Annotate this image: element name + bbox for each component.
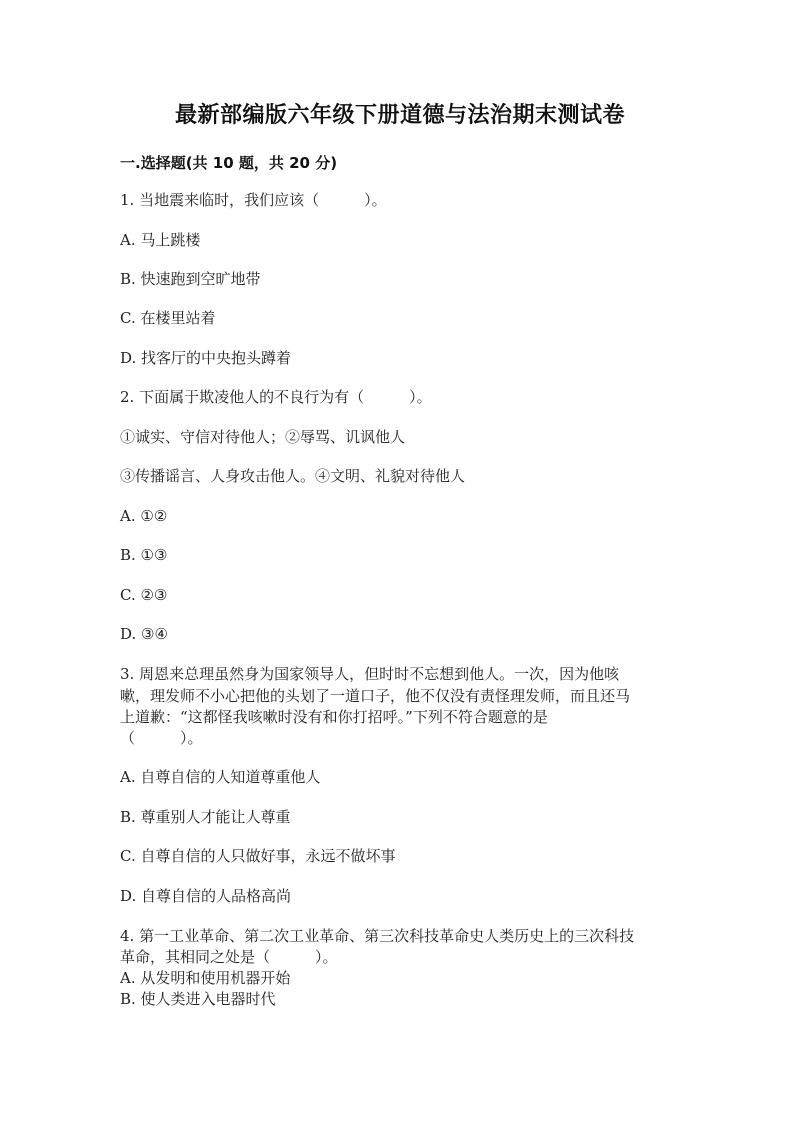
question-3-stem-line-4: （ ）。 — [120, 729, 203, 747]
section-heading: 一.选择题(共 10 题，共 20 分) — [120, 154, 338, 172]
question-4-stem-line-2: 革命，其相同之处是（ ）。 — [120, 948, 338, 966]
question-1-option-a: A. 马上跳楼 — [120, 231, 201, 249]
question-3-option-d: D. 自尊自信的人品格高尚 — [120, 887, 292, 905]
question-3-stem-line-1: 3. 周恩来总理虽然身为国家领导人，但时时不忘想到他人。一次，因为他咳 — [120, 665, 620, 683]
exam-title: 最新部编版六年级下册道德与法治期末测试卷 — [174, 103, 625, 128]
question-1-option-c: C. 在楼里站着 — [120, 309, 216, 327]
question-2-item-2: ③传播谣言、人身攻击他人。④文明、礼貌对待他人 — [120, 467, 466, 485]
question-3-option-b: B. 尊重别人才能让人尊重 — [120, 808, 291, 826]
question-2-stem: 2. 下面属于欺凌他人的不良行为有（ ）。 — [120, 388, 432, 406]
question-4-option-a: A. 从发明和使用机器开始 — [120, 969, 291, 987]
question-4-option-b: B. 使人类进入电器时代 — [120, 990, 276, 1008]
question-1-option-b: B. 快速跑到空旷地带 — [120, 270, 261, 288]
question-2-option-a: A. ①② — [120, 507, 168, 525]
question-3-option-a: A. 自尊自信的人知道尊重他人 — [120, 768, 321, 786]
question-3-option-c: C. 自尊自信的人只做好事，永远不做坏事 — [120, 847, 396, 865]
question-2-option-c: C. ②③ — [120, 586, 168, 604]
question-4-stem-line-1: 4. 第一工业革命、第二次工业革命、第三次科技革命史人类历史上的三次科技 — [120, 927, 635, 945]
question-3-stem-line-3: 上道歉：“这都怪我咳嗽时没有和你打招呼。”下列不符合题意的是 — [120, 708, 548, 726]
question-2-option-b: B. ①③ — [120, 546, 168, 564]
question-2-option-d: D. ③④ — [120, 625, 168, 643]
question-1-option-d: D. 找客厅的中央抱头蹲着 — [120, 349, 292, 367]
question-3-stem-line-2: 嗽，理发师不小心把他的头划了一道口子，他不仅没有责怪理发师，而且还马 — [120, 687, 631, 705]
question-2-item-1: ①诚实、守信对待他人；②辱骂、讥讽他人 — [120, 428, 406, 446]
question-1-stem: 1. 当地震来临时，我们应该（ ）。 — [120, 191, 387, 209]
